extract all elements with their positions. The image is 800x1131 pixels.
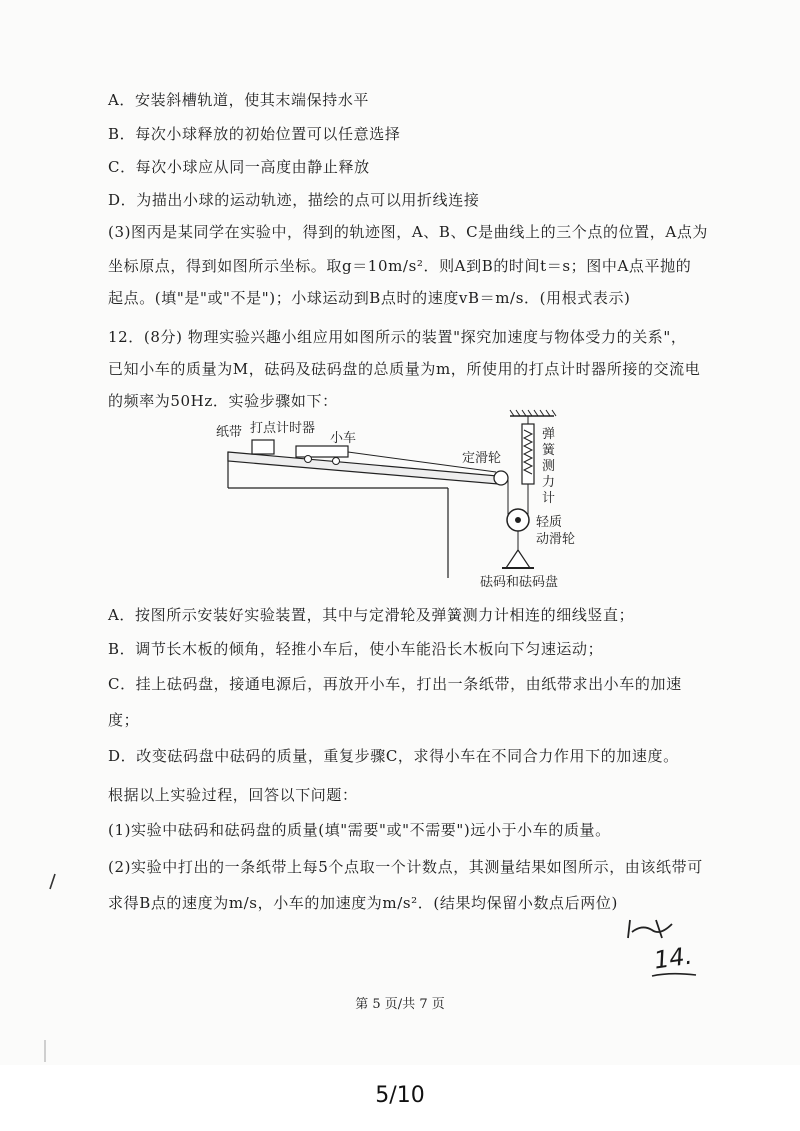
text-line: A．安装斜槽轨道，使其末端保持水平 [108,91,370,109]
text-line: B．每次小球释放的初始位置可以任意选择 [108,125,401,143]
scan-artifact [44,1040,46,1062]
text-line: C．挂上砝码盘，接通电源后，再放开小车，打出一条纸带，由纸带求出小车的加速 [108,675,682,693]
text-line: D．为描出小球的运动轨迹，描绘的点可以用折线连接 [108,191,480,209]
label-spring-scale-1: 弹 [542,427,556,442]
text-line: C．每次小球应从同一高度由静止释放 [108,158,370,176]
label-light: 轻质 [536,515,563,530]
text-line: (2)实验中打出的一条纸带上每5个点取一个计数点，其测量结果如图所示，由该纸带可 [108,858,703,876]
text-line: A．按图所示安装好实验装置，其中与定滑轮及弹簧测力计相连的细线竖直； [108,606,635,624]
text-line: 12．(8分) 物理实验兴趣小组应用如图所示的装置"探究加速度与物体受力的关系"， [108,328,687,346]
label-spring-scale-4: 力 [542,475,556,490]
experiment-diagram [210,408,600,594]
text-line: 根据以上实验过程，回答以下问题： [108,786,358,804]
text-line: B．调节长木板的倾角，轻推小车后，使小车能沿长木板向下匀速运动； [108,640,604,658]
label-movable-pulley: 动滑轮 [536,532,576,547]
text-line: 已知小车的质量为M，砝码及砝码盘的总质量为m，所使用的打点计时器所接的交流电 [108,360,701,378]
text-line: 的频率为50Hz．实验步骤如下： [108,392,338,410]
label-spring-scale-5: 计 [542,491,556,506]
page-indicator: 5/10 [375,1083,425,1108]
pen-mark [46,872,60,892]
label-paper-tape: 纸带 [216,425,243,440]
text-line: 求得B点的速度为m/s，小车的加速度为m/s²．(结果均保留小数点后两位) [108,894,618,912]
text-line: (3)图丙是某同学在实验中，得到的轨迹图，A、B、C是曲线上的三个点的位置，A点为 [108,223,709,241]
score-underline [650,970,700,980]
handwritten-score: 14. [652,941,694,975]
text-line: 度； [108,711,140,729]
label-cart: 小车 [330,431,357,446]
label-spring-scale-2: 簧 [542,443,556,458]
label-spring-scale-3: 测 [542,459,556,474]
page-footer: 第 5 页/共 7 页 [355,997,445,1012]
text-line: D．改变砝码盘中砝码的质量，重复步骤C，求得小车在不同合力作用下的加速度。 [108,747,679,765]
label-timer: 打点计时器 [250,421,316,436]
text-line: 起点。(填"是"或"不是")；小球运动到B点时的速度vB＝m/s．(用根式表示) [108,289,631,307]
label-fixed-pulley: 定滑轮 [462,451,502,466]
label-weights: 砝码和砝码盘 [480,575,559,590]
scribble-mark [622,914,682,944]
text-line: 坐标原点，得到如图所示坐标。取g＝10m/s²．则A到B的时间t＝s；图中A点平抛的 [108,257,692,275]
text-line: (1)实验中砝码和砝码盘的质量(填"需要"或"不需要")远小于小车的质量。 [108,821,611,839]
